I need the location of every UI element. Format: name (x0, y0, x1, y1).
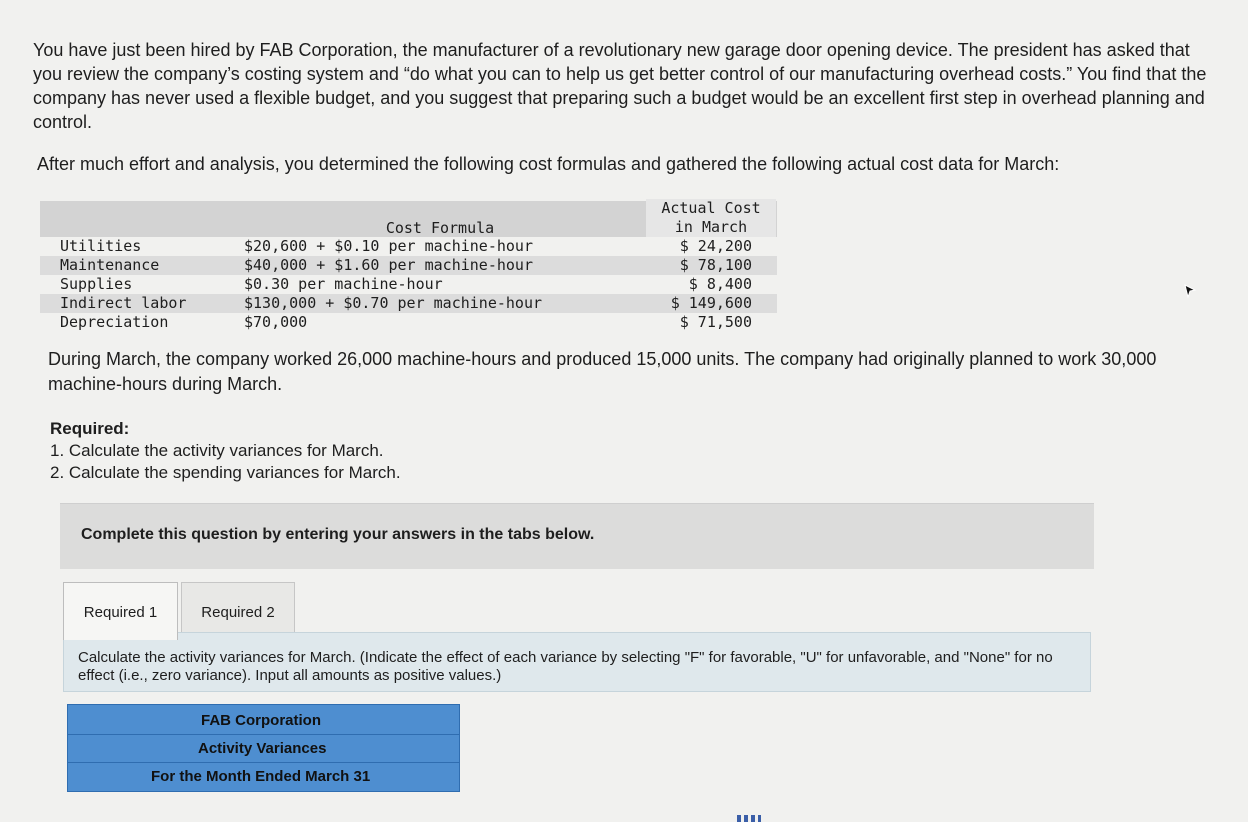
tab-instruction: Calculate the activity variances for March. (Indicate the effect of each variance by selecting "F" for favorable, "U" for unfavorable, and "None" for no effect (i.e., zero variance). Input all amounts as positive values.) (63, 632, 1091, 692)
header-actual-line-1: Actual Cost (661, 199, 761, 217)
row-formula: $20,600 + $0.10 per machine-hour (244, 237, 533, 255)
intro-paragraph-2: After much effort and analysis, you determined the following cost formulas and gathered the following actual cost data for March: (37, 154, 1060, 174)
header-cost-formula: Cost Formula (385, 219, 495, 237)
row-name: Supplies (60, 275, 133, 293)
report-header (67, 704, 460, 792)
tab-required-1[interactable]: Required 1 (63, 582, 178, 640)
banner-text: Complete this question by entering your answers in the tabs below. (81, 526, 595, 543)
header-actual-cost (646, 199, 776, 237)
report-title: Activity Variances (198, 740, 327, 757)
header-actual-line-2: in March (674, 218, 748, 236)
required-title: Required: (50, 419, 130, 438)
row-name: Utilities (60, 237, 142, 255)
row-actual: $ 71,500 (679, 313, 752, 331)
row-actual: $ 8,400 (688, 275, 752, 293)
grid-icon (737, 815, 761, 822)
row-name: Depreciation (60, 313, 169, 331)
row-name: Indirect labor (60, 294, 187, 312)
row-actual: $ 24,200 (679, 237, 752, 255)
row-actual: $ 78,100 (679, 256, 752, 274)
instructions-banner (60, 503, 1094, 569)
table-row (40, 237, 780, 256)
intro-paragraph-1: You have just been hired by FAB Corporation, the manufacturer of a revolutionary new garage door opening device. The president has asked that you review the company’s costing system and “do what you can to help us get better control of our manufacturing overhead costs.” You find that the company has never used a flexible budget, and you suggest that preparing such a budget would be an excellent first step in overhead planning and control. (33, 40, 1207, 132)
row-formula: $0.30 per machine-hour (244, 275, 443, 293)
scenario-paragraph: During March, the company worked 26,000 machine-hours and produced 15,000 units. The company had originally planned to work 30,000 machine-hours during March. (48, 349, 1157, 394)
mouse-cursor-icon (1183, 283, 1197, 299)
report-period: For the Month Ended March 31 (151, 768, 371, 785)
row-formula: $130,000 + $0.70 per machine-hour (244, 294, 543, 312)
report-company: FAB Corporation (201, 712, 321, 729)
row-formula: $40,000 + $1.60 per machine-hour (244, 256, 533, 274)
cost-formula-table (40, 199, 780, 332)
table-row (40, 294, 780, 313)
required-item-1: 1. Calculate the activity variances for March. (50, 441, 384, 460)
table-row (40, 313, 780, 332)
table-row (40, 275, 780, 294)
row-formula: $70,000 (244, 313, 308, 331)
table-row (40, 256, 780, 275)
tab-required-2[interactable]: Required 2 (181, 582, 295, 638)
row-actual: $ 149,600 (670, 294, 752, 312)
required-section (50, 418, 401, 484)
row-name: Maintenance (60, 256, 160, 274)
required-item-2: 2. Calculate the spending variances for March. (50, 463, 401, 482)
cost-table-header (40, 199, 780, 237)
